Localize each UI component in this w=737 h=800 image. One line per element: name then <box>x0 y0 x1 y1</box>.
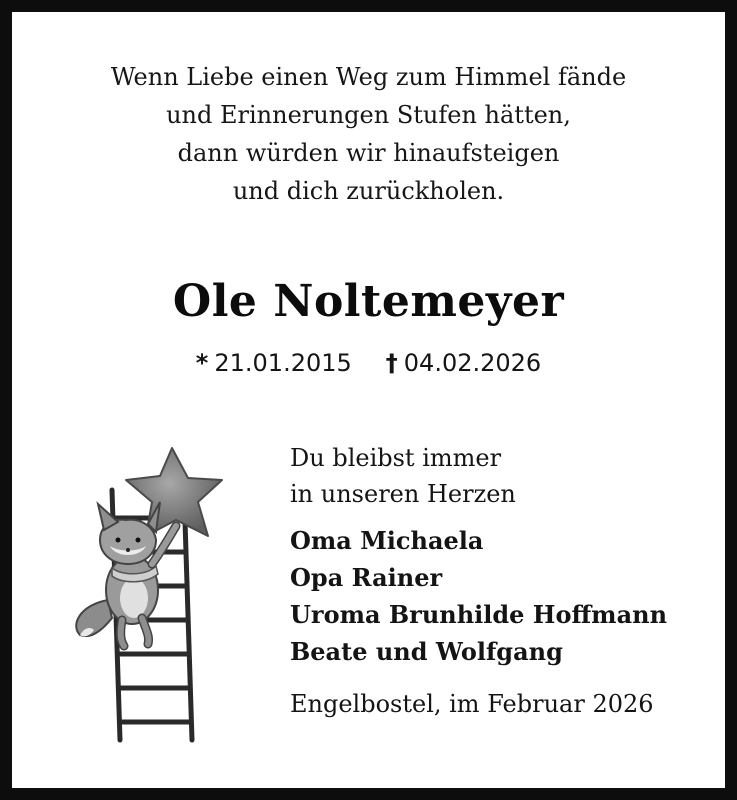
birth-date: 21.01.2015 <box>214 349 352 377</box>
poem-line: und Erinnerungen Stufen hätten, <box>166 101 571 129</box>
message-line: Du bleibst immer <box>290 444 502 472</box>
poem-line: dann würden wir hinaufsteigen <box>177 139 560 167</box>
mourner-name: Uroma Brunhilde Hoffmann <box>290 600 668 629</box>
birth-symbol: * <box>195 349 209 377</box>
mourner-name: Beate und Wolfgang <box>290 637 563 666</box>
deceased-name: Ole Noltemeyer <box>172 276 565 327</box>
poem-line: Wenn Liebe einen Weg zum Himmel fände <box>110 63 627 91</box>
fox-on-ladder-with-star-icon <box>60 440 250 750</box>
right-column <box>290 440 710 722</box>
message-line: in unseren Herzen <box>290 480 516 508</box>
farewell-message <box>290 440 710 512</box>
place-and-date: Engelbostel, im Februar 2026 <box>290 690 654 718</box>
death-date: 04.02.2026 <box>403 349 542 377</box>
mourners-list <box>290 522 710 670</box>
death-cross-symbol: † <box>385 349 398 377</box>
life-dates <box>0 343 737 383</box>
mourner-name: Oma Michaela <box>290 526 484 555</box>
mourner-name: Opa Rainer <box>290 563 443 592</box>
poem-line: und dich zurückholen. <box>232 177 505 205</box>
poem <box>0 58 737 210</box>
